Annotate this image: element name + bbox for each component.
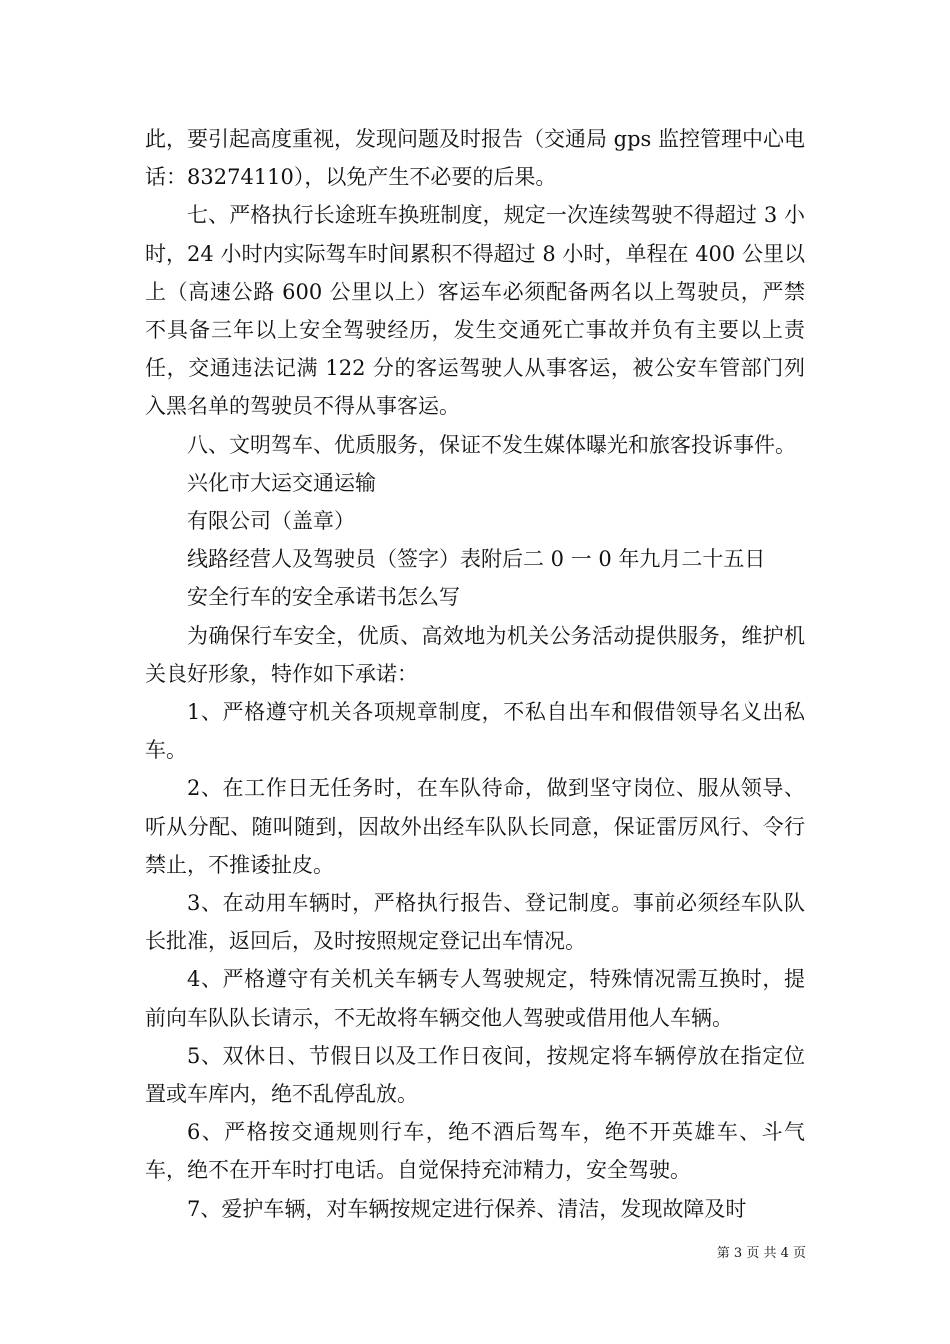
paragraph-item-seven: 七、严格执行长途班车换班制度，规定一次连续驾驶不得超过 3 小时，24 小时内实际驾车时间累积不得超过 8 小时，单程在 400 公里以上（高速公路 600 公里以上）客运车必须配备两名以上驾驶员，严禁不具备三年以上安全驾驶经历，发生交通死亡事故并负有主要以上责任，交通违法记满 122 分的客运驾驶人从事客运，被公安车管部门列入黑名单的驾驶员不得从事客运。 (145, 203, 805, 419)
page-number-footer: 第 3 页 共 4 页 (716, 1246, 806, 1261)
company-name-line-1: 兴化市大运交通运输 (187, 470, 376, 495)
paragraph-continuation: 此，要引起高度重视，发现问题及时报告（交通局 gps 监控管理中心电话：83274110），以免产生不必要的后果。 (145, 127, 806, 190)
section-title: 安全行车的安全承诺书怎么写 (187, 585, 460, 610)
signature-date-line: 线路经营人及驾驶员（签字）表附后二 0 一 0 年九月二十五日 (187, 547, 766, 572)
paragraph-item-eight: 八、文明驾车、优质服务，保证不发生媒体曝光和旅客投诉事件。 (187, 432, 796, 457)
commitment-item-6: 6、严格按交通规则行车，绝不酒后驾车，绝不开英雄车、斗气车，绝不在开车时打电话。自觉保持充沛精力，安全驾驶。 (145, 1120, 805, 1183)
commitment-item-3: 3、在动用车辆时，严格执行报告、登记制度。事前必须经车队队长批准，返回后，及时按照规定登记出车情况。 (145, 891, 805, 954)
commitment-item-4: 4、严格遵守有关机关车辆专人驾驶规定，特殊情况需互换时，提前向车队队长请示，不无故将车辆交他人驾驶或借用他人车辆。 (145, 967, 805, 1030)
commitment-item-5: 5、双休日、节假日以及工作日夜间，按规定将车辆停放在指定位置或车库内，绝不乱停乱放。 (145, 1043, 805, 1107)
commitment-item-7: 7、爱护车辆，对车辆按规定进行保养、清洁，发现故障及时 (187, 1196, 747, 1221)
company-name-line-2: 有限公司（盖章） (187, 509, 355, 534)
document-body (145, 120, 805, 1228)
commitment-item-1: 1、严格遵守机关各项规章制度，不私自出车和假借领导名义出私车。 (145, 700, 805, 763)
paragraph-intro: 为确保行车安全，优质、高效地为机关公务活动提供服务，维护机关良好形象，特作如下承诺： (145, 623, 805, 686)
commitment-item-2: 2、在工作日无任务时，在车队待命，做到坚守岗位、服从领导、听从分配、随叫随到，因故外出经车队队长同意，保证雷厉风行、令行禁止，不推诿扯皮。 (145, 776, 805, 877)
